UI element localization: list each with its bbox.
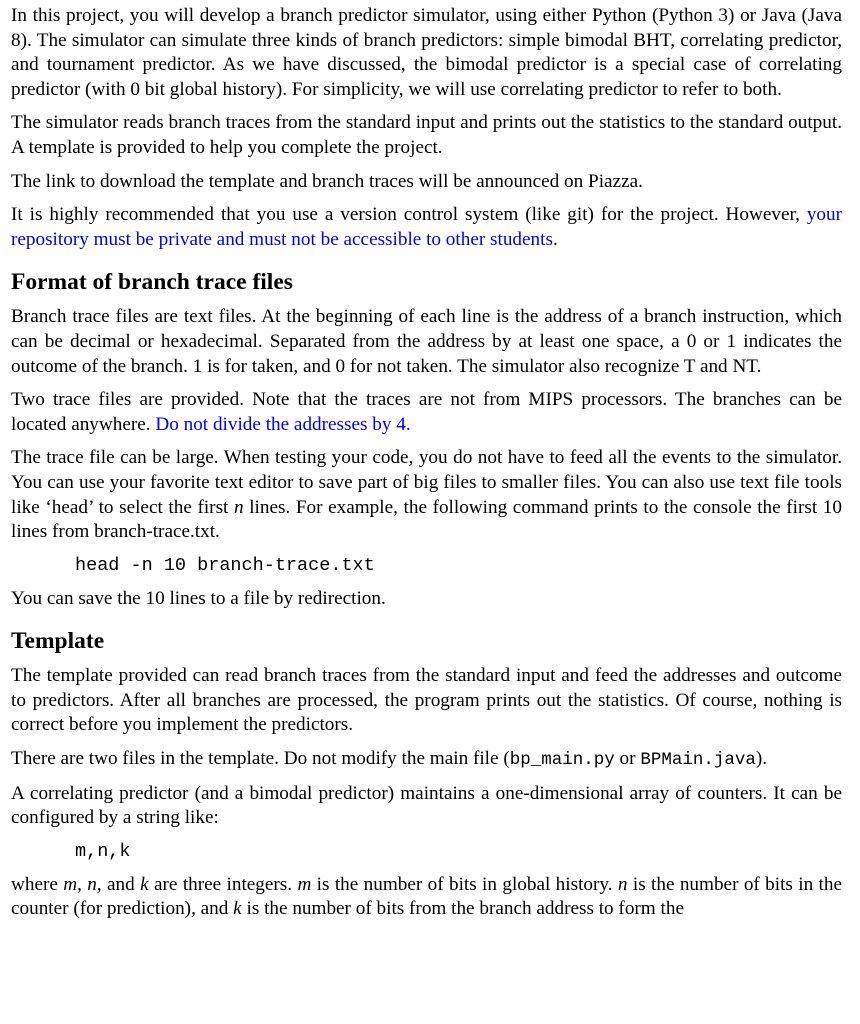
intro-paragraph-2: The simulator reads branch traces from the standard input and prints out the statistics to the standard output. A template is provided to help you complete the project. [11, 112, 842, 158]
intro-paragraph-4: It is highly recommended that you use a version control system (like git) for the project. However, your repository must be private and must not be accessible to other students. [11, 204, 842, 250]
config-string: m,n,k [75, 840, 131, 862]
address-notice: Do not divide the addresses by 4. [155, 413, 411, 435]
template-paragraph-4: where m, n, and k are three integers. m is the number of bits in global history. n is the number of bits in the counter (for prediction), and k is the number of bits from the branch address to form the [11, 873, 842, 920]
file-bpmain-java: BPMain.java [640, 750, 756, 771]
private-repo-notice: your repository must be private and must not be accessible to other students [11, 204, 842, 250]
intro-paragraph-1: In this project, you will develop a branch predictor simulator, using either Python (Python 3) or Java (Java 8). The simulator can simulate three kinds of branch predictors: simple bimodal BHT, correlating predictor, and tournament predictor. As we have discussed, the bimodal predictor is a special case of correlating predictor (with 0 bit global history). For simplicity, we will use correlating predictor to refer to both. [11, 5, 842, 100]
format-heading: Format of branch trace files [11, 269, 293, 296]
format-paragraph-4: You can save the 10 lines to a file by redirection. [11, 587, 386, 609]
head-command: head -n 10 branch-trace.txt [75, 554, 375, 576]
template-paragraph-2: There are two files in the template. Do not modify the main file (bp_main.py or BPMain.java). [11, 748, 768, 771]
format-paragraph-2: Two trace files are provided. Note that the traces are not from MIPS processors. The branches can be located anywhere. Do not divide the addresses by 4. [11, 389, 842, 435]
template-paragraph-1: The template provided can read branch traces from the standard input and feed the addresses and outcome to predictors. After all branches are processed, the program prints out the statistics. Of course, nothing is correct before you implement the predictors. [11, 665, 842, 736]
template-heading: Template [11, 628, 105, 655]
intro-paragraph-3: The link to download the template and branch traces will be announced on Piazza. [11, 170, 643, 192]
file-bp-main: bp_main.py [509, 750, 615, 771]
format-paragraph-1: Branch trace files are text files. At the beginning of each line is the address of a branch instruction, which can be decimal or hexadecimal. Separated from the address by at least one space, a 0 or 1 indicates the outcome of the branch. 1 is for taken, and 0 for not taken. The simulator also recognize T and NT. [11, 306, 842, 377]
format-paragraph-3: The trace file can be large. When testing your code, you do not have to feed all the events to the simulator. You can use your favorite text editor to save part of big files to smaller files. You can also use text file tools like ‘head’ to select the first n lines. For example, the following command prints to the console the first 10 lines from branch-trace.txt. [11, 447, 842, 543]
template-paragraph-3: A correlating predictor (and a bimodal predictor) maintains a one-dimensional array of counters. It can be configured by a string like: [11, 782, 842, 829]
